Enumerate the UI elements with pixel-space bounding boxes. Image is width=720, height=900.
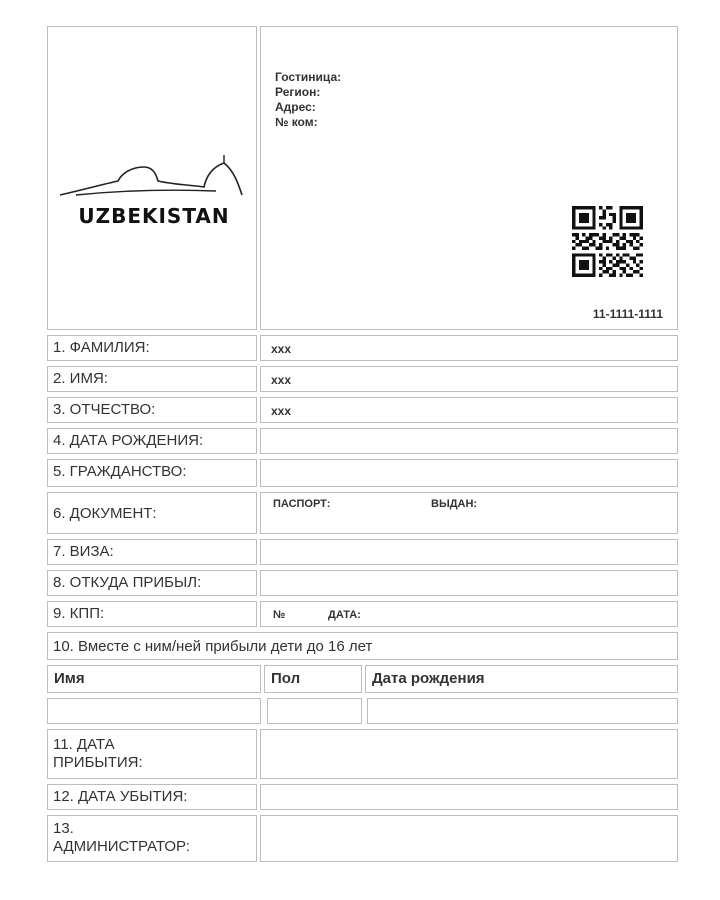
qr-code-icon [572, 206, 643, 277]
kpp-number-label: № [273, 609, 286, 621]
registration-number: 11-1111-1111 [592, 307, 663, 321]
kpp-date-label: ДАТА: [328, 609, 361, 621]
field-document-label: 6. ДОКУМЕНТ: [47, 492, 257, 534]
address-label: Адрес: [275, 100, 316, 114]
room-label: № ком: [275, 115, 318, 129]
field-birthdate-value[interactable] [260, 428, 678, 454]
surname-value: xxx [271, 342, 292, 356]
field-admin-label: 13. АДМИНИСТРАТОР: [47, 815, 257, 862]
children-title: 10. Вместе с ним/ней прибыли дети до 16 лет [47, 632, 678, 660]
field-kpp-value[interactable] [260, 601, 678, 627]
field-visa-value[interactable] [260, 539, 678, 565]
field-name-value[interactable] [260, 366, 678, 392]
field-arrival-value[interactable] [260, 729, 678, 779]
hotel-info-cell [260, 26, 678, 330]
field-departure-label: 12. ДАТА УБЫТИЯ: [47, 784, 257, 810]
passport-label: ПАСПОРТ: [273, 498, 331, 510]
birthdate-value [261, 429, 677, 435]
field-admin-value[interactable] [260, 815, 678, 862]
field-surname-label: 1. ФАМИЛИЯ: [47, 335, 257, 361]
patronymic-value: xxx [271, 404, 292, 418]
field-patronymic-label: 3. ОТЧЕСТВО: [47, 397, 257, 423]
field-birthdate-label: 4. ДАТА РОЖДЕНИЯ: [47, 428, 257, 454]
field-from-label: 8. ОТКУДА ПРИБЫЛ: [47, 570, 257, 596]
children-col-name: Имя [47, 665, 261, 693]
field-departure-value[interactable] [260, 784, 678, 810]
field-arrival-label: 11. ДАТА ПРИБЫТИЯ: [47, 729, 257, 779]
issued-label: ВЫДАН: [431, 498, 478, 510]
logo-text: UZBEKISTAN [78, 204, 230, 228]
field-document-value[interactable] [260, 492, 678, 534]
children-col-sex: Пол [264, 665, 362, 693]
name-value: xxx [271, 373, 292, 387]
children-row-birthdate[interactable] [367, 698, 678, 724]
hotel-label: Гостиница: [275, 70, 342, 84]
field-name-label: 2. ИМЯ: [47, 366, 257, 392]
field-citizenship-value[interactable] [260, 459, 678, 487]
uzbekistan-logo [56, 151, 252, 231]
field-patronymic-value[interactable] [260, 397, 678, 423]
field-citizenship-label: 5. ГРАЖДАНСТВО: [47, 459, 257, 487]
logo-cell [47, 26, 257, 330]
field-visa-label: 7. ВИЗА: [47, 539, 257, 565]
children-row-sex[interactable] [267, 698, 362, 724]
children-row-name[interactable] [47, 698, 261, 724]
field-kpp-label: 9. КПП: [47, 601, 257, 627]
field-from-value[interactable] [260, 570, 678, 596]
citizenship-value [261, 460, 677, 466]
field-surname-value[interactable] [260, 335, 678, 361]
region-label: Регион: [275, 85, 321, 99]
children-col-birthdate: Дата рождения [365, 665, 678, 693]
